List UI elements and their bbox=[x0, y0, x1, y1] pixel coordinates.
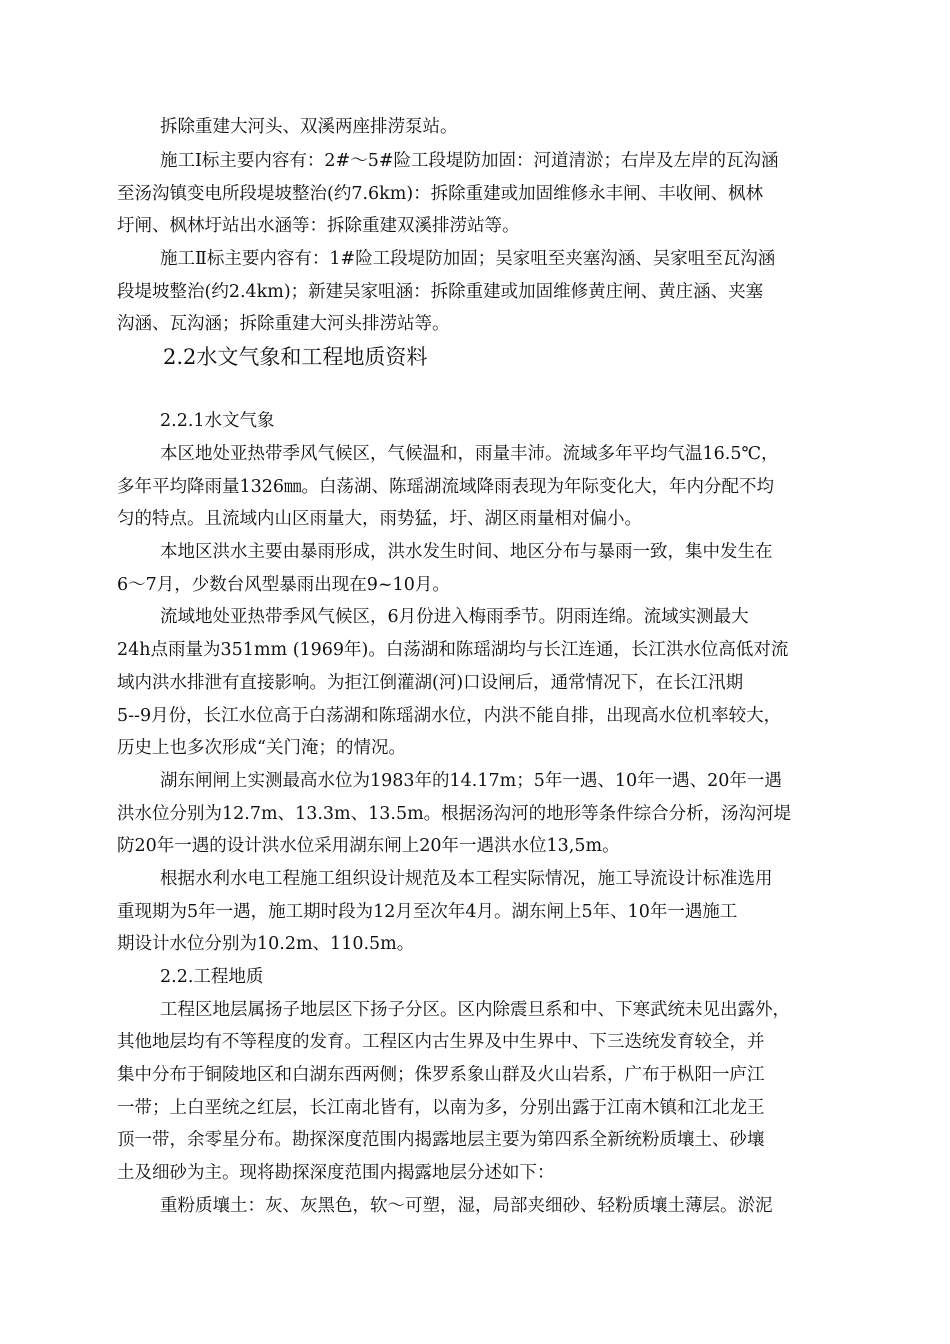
subsection-heading: 2.2.1水文气象 bbox=[160, 411, 275, 431]
section-heading: 2.2水文气象和工程地质资料 bbox=[163, 345, 428, 369]
paragraph-line: 6～7月，少数台风型暴雨出现在9~10月。 bbox=[117, 575, 450, 595]
paragraph-line: 重粉质壤土：灰、灰黑色，软～可塑，湿，局部夹细砂、轻粉质壤土薄层。淤泥 bbox=[160, 1196, 773, 1216]
paragraph-line: 沟涵、瓦沟涵；拆除重建大河头排涝站等。 bbox=[117, 314, 450, 334]
paragraph-line: 施工Ⅰ标主要内容有：2#～5#险工段堤防加固：河道清淤；右岸及左岸的瓦沟涵 bbox=[160, 151, 779, 171]
paragraph-line: 防20年一遇的设计洪水位采用湖东闸上20年一遇洪水位13,5m。 bbox=[117, 836, 620, 856]
paragraph-line: 洪水位分别为12.7m、13.3m、13.5m。根据汤沟河的地形等条件综合分析，汤沟河堤 bbox=[117, 804, 792, 824]
paragraph-line: 期设计水位分别为10.2m、110.5m。 bbox=[117, 934, 415, 954]
paragraph-line: 顶一带，余零星分布。勘探深度范围内揭露地层主要为第四系全新统粉质壤土、砂壤 bbox=[117, 1130, 765, 1150]
paragraph-line: 施工Ⅱ标主要内容有：1#险工段堤防加固；吴家咀至夹塞沟涵、吴家咀至瓦沟涵 bbox=[160, 249, 776, 269]
paragraph-line: 域内洪水排泄有直接影响。为拒江倒灌湖(河)口设闸后，通常情况下，在长江汛期 bbox=[117, 673, 744, 693]
paragraph-line: 本地区洪水主要由暴雨形成，洪水发生时间、地区分布与暴雨一致，集中发生在 bbox=[160, 542, 773, 562]
paragraph-line: 至汤沟镇变电所段堤坡整治(约7.6km)：拆除重建或加固维修永丰闸、丰收闸、枫林 bbox=[117, 184, 764, 204]
paragraph-line: 一带；上白垩统之红层，长江南北皆有，以南为多，分别出露于江南木镇和江北龙王 bbox=[117, 1098, 765, 1118]
paragraph-line: 本区地处亚热带季风气候区，气候温和，雨量丰沛。流域多年平均气温16.5℃， bbox=[160, 444, 779, 464]
paragraph-line: 历史上也多次形成“关门淹；的情况。 bbox=[117, 738, 406, 758]
paragraph-line: 集中分布于铜陵地区和白湖东西两侧；侏罗系象山群及火山岩系，广布于枞阳一庐江 bbox=[117, 1065, 765, 1085]
paragraph-line: 湖东闸闸上实测最高水位为1983年的14.17m；5年一遇、10年一遇、20年一遇 bbox=[160, 771, 782, 791]
paragraph-line: 24h点雨量为351mm (1969年)。白荡湖和陈瑶湖均与长江连通，长江洪水位高低对流 bbox=[117, 640, 789, 660]
paragraph-line: 根据水利水电工程施工组织设计规范及本工程实际情况，施工导流设计标准选用 bbox=[160, 869, 773, 889]
paragraph-line: 流域地处亚热带季风气候区，6月份进入梅雨季节。阴雨连绵。流域实测最大 bbox=[160, 607, 749, 627]
paragraph-line: 段堤坡整治(约2.4km)；新建吴家咀涵：拆除重建或加固维修黄庄闸、黄庄涵、夹塞 bbox=[117, 282, 764, 302]
paragraph-line: 匀的特点。且流域内山区雨量大，雨势猛，圩、湖区雨量相对偏小。 bbox=[117, 509, 642, 529]
paragraph-line: 拆除重建大河头、双溪两座排涝泵站。 bbox=[160, 117, 458, 137]
paragraph-line: 土及细砂为主。现将勘探深度范围内揭露地层分述如下： bbox=[117, 1163, 555, 1183]
subsection-heading: 2.2.工程地质 bbox=[160, 967, 264, 987]
paragraph-line: 其他地层均有不等程度的发育。工程区内古生界及中生界中、下三迭统发育较全，并 bbox=[117, 1032, 765, 1052]
paragraph-line: 5--9月份，长江水位高于白荡湖和陈瑶湖水位，内洪不能自排，出现高水位机率较大， bbox=[117, 706, 782, 726]
paragraph-line: 重现期为5年一遇，施工期时段为12月至次年4月。湖东闸上5年、10年一遇施工 bbox=[117, 902, 738, 922]
paragraph-line: 多年平均降雨量1326㎜。白荡湖、陈瑶湖流域降雨表现为年际变化大，年内分配不均 bbox=[117, 477, 775, 497]
paragraph-line: 工程区地层属扬子地层区下扬子分区。区内除震旦系和中、下寒武统未见出露外， bbox=[160, 1000, 790, 1020]
paragraph-line: 圩闸、枫林圩站出水涵等：拆除重建双溪排涝站等。 bbox=[117, 216, 520, 236]
